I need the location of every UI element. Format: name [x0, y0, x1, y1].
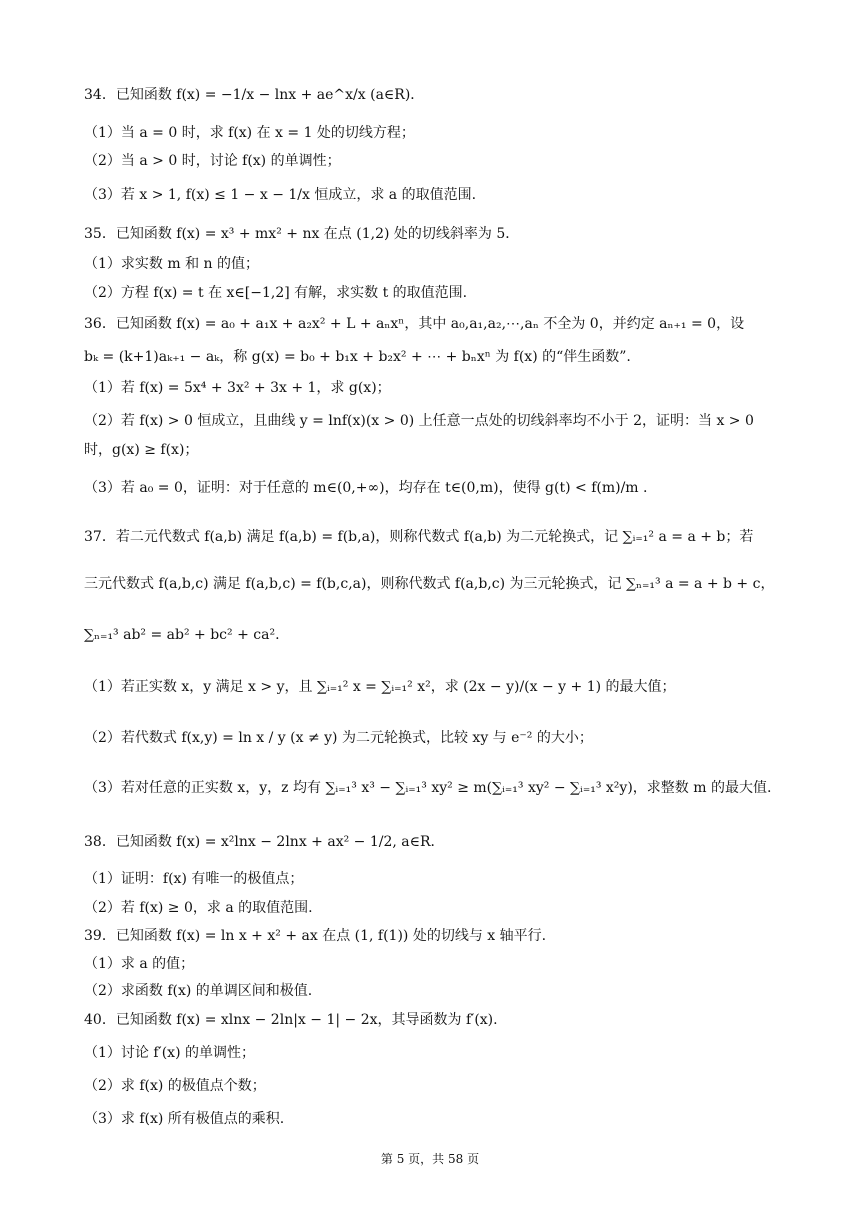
text-line-p36-2: （2）若 f(x) > 0 恒成立，且曲线 y = lnf(x)(x > 0) 上任意一点处的切线斜率均不小于 2，证明：当 x > 0	[84, 413, 754, 429]
text-line-p37-1: （1）若正实数 x，y 满足 x > y，且 ∑ᵢ₌₁² x = ∑ᵢ₌₁² x²，求 (2x − y)/(x − y + 1) 的最大值；	[84, 679, 676, 695]
text-line-p38: 38．已知函数 f(x) = x²lnx − 2lnx + ax² − 1/2, a∈R．	[84, 834, 445, 850]
text-line-p35-2: （2）方程 f(x) = t 在 x∈[−1,2] 有解，求实数 t 的取值范围.	[84, 285, 468, 301]
page-footer: 第 5 页，共 58 页	[380, 1152, 480, 1166]
text-line-p36b: bₖ = (k+1)aₖ₊₁ − aₖ，称 g(x) = b₀ + b₁x + b₂x² + ⋯ + bₙxⁿ 为 f(x) 的“伴生函数”.	[84, 349, 631, 365]
text-line-p37-3: （3）若对任意的正实数 x，y，z 均有 ∑ᵢ₌₁³ x³ − ∑ᵢ₌₁³ xy² ≥ m(∑ᵢ₌₁³ xy² − ∑ᵢ₌₁³ x²y)，求整数 m 的最大值.	[84, 780, 772, 796]
text-line-p35-1: （1）求实数 m 和 n 的值；	[84, 256, 259, 272]
text-line-p37: 37．若二元代数式 f(a,b) 满足 f(a,b) = f(b,a)，则称代数式 f(a,b) 为二元轮换式，记 ∑ᵢ₌₁² a = a + b；若	[84, 529, 754, 545]
text-line-p36: 36．已知函数 f(x) = a₀ + a₁x + a₂x² + L + aₙxⁿ，其中 a₀,a₁,a₂,⋯,aₙ 不全为 0，并约定 aₙ₊₁ = 0，设	[84, 316, 745, 332]
text-line-p40-3: （3）求 f(x) 所有极值点的乘积.	[84, 1111, 285, 1127]
text-line-p37-2: （2）若代数式 f(x,y) = ln x / y (x ≠ y) 为二元轮换式，比较 xy 与 e⁻² 的大小；	[84, 730, 593, 746]
text-line-p40: 40．已知函数 f(x) = xlnx − 2ln|x − 1| − 2x，其导函数为 f′(x).	[84, 1012, 498, 1028]
text-line-p40-1: （1）讨论 f′(x) 的单调性；	[84, 1045, 255, 1061]
text-line-p36-3: （3）若 a₀ = 0，证明：对于任意的 m∈(0,+∞)，均存在 t∈(0,m)，使得 g(t) < f(m)/m .	[84, 480, 648, 496]
text-line-p39-1: （1）求 a 的值；	[84, 956, 195, 972]
text-line-p34-1: （1）当 a = 0 时，求 f(x) 在 x = 1 处的切线方程；	[84, 125, 415, 141]
text-line-p34-3: （3）若 x > 1, f(x) ≤ 1 − x − 1/x 恒成立，求 a 的取值范围.	[84, 187, 477, 203]
text-line-p39-2: （2）求函数 f(x) 的单调区间和极值.	[84, 983, 313, 999]
text-line-p34: 34．已知函数 f(x) = −1/x − lnx + ae^x/x (a∈R)．	[84, 87, 425, 103]
text-line-p37b: 三元代数式 f(a,b,c) 满足 f(a,b,c) = f(b,c,a)，则称代数式 f(a,b,c) 为三元轮换式，记 ∑ₙ₌₁³ a = a + b + c，	[84, 576, 775, 592]
text-line-p34-2: （2）当 a > 0 时，讨论 f(x) 的单调性；	[84, 153, 341, 169]
text-line-p40-2: （2）求 f(x) 的极值点个数；	[84, 1078, 266, 1094]
text-line-p35: 35．已知函数 f(x) = x³ + mx² + nx 在点 (1,2) 处的切线斜率为 5．	[84, 226, 520, 242]
text-line-p38-2: （2）若 f(x) ≥ 0，求 a 的取值范围.	[84, 900, 313, 916]
text-line-p39: 39．已知函数 f(x) = ln x + x² + ax 在点 (1, f(1)) 处的切线与 x 轴平行.	[84, 928, 547, 944]
text-line-p38-1: （1）证明：f(x) 有唯一的极值点；	[84, 871, 304, 887]
text-line-p36-1: （1）若 f(x) = 5x⁴ + 3x² + 3x + 1，求 g(x)；	[84, 380, 391, 396]
text-line-p37c: ∑ₙ₌₁³ ab² = ab² + bc² + ca².	[84, 627, 280, 643]
text-line-p36-2b: 时，g(x) ≥ f(x)；	[84, 442, 199, 458]
